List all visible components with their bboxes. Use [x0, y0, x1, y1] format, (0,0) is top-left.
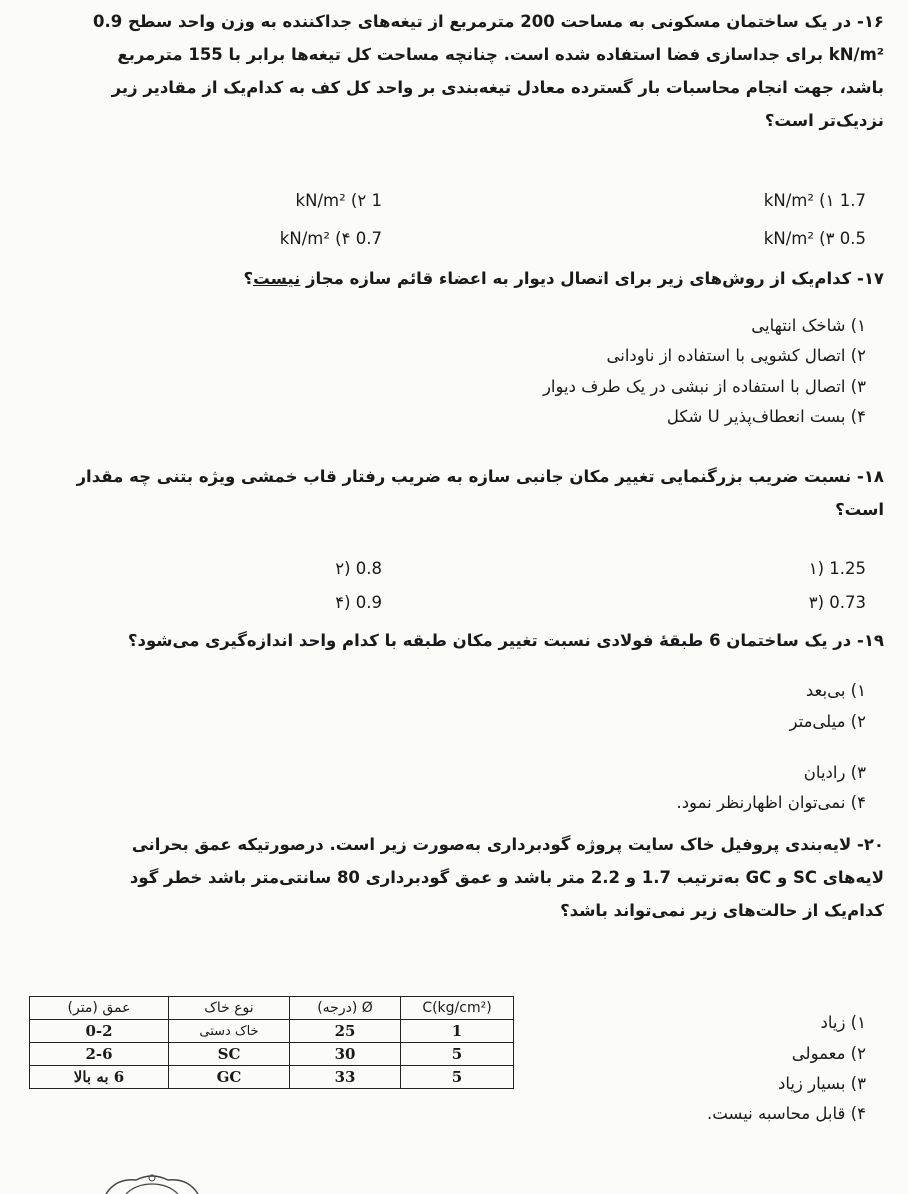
- logo-ornament-icon: [96, 1172, 208, 1194]
- table-cell: 0-2: [30, 1020, 169, 1043]
- question-17-qmark: ؟: [243, 269, 254, 288]
- question-16-line: kN/m² برای جداسازی فضا استفاده شده است. چنانچه مساحت کل تیغه‌ها برابر با 155 مترمربع: [117, 45, 884, 64]
- question-17-option-4[interactable]: ۴) بست انعطاف‌پذیر U شکل: [666, 407, 866, 426]
- question-20-line: کدام‌یک از حالت‌های زیر نمی‌تواند باشد؟: [560, 901, 884, 920]
- table-row: [30, 1066, 514, 1089]
- question-16-option-4[interactable]: 0.7 kN/m² (۴: [279, 229, 382, 248]
- table-header: عمق (متر): [30, 997, 169, 1020]
- question-17-emphasis: نیست: [253, 269, 301, 288]
- question-17: [24, 262, 884, 295]
- table-row: [30, 1020, 514, 1043]
- question-18-line: است؟: [835, 500, 884, 519]
- question-19-option-3[interactable]: ۳) رادیان: [803, 763, 866, 782]
- table-cell: 33: [290, 1066, 401, 1089]
- question-17-text: ۱۷- کدام‌یک از روش‌های زیر برای اتصال دیوار به اعضاء قائم سازه مجاز: [300, 269, 884, 288]
- table-cell: خاک دستی: [169, 1020, 290, 1043]
- question-18-line: ۱۸- نسبت ضریب بزرگنمایی تغییر مکان جانبی سازه به ضریب رفتار قاب خمشی ویژه بتنی چه مقدار: [76, 467, 884, 486]
- question-20-option-4[interactable]: ۴) قابل محاسبه نیست.: [707, 1104, 866, 1123]
- question-16-option-3[interactable]: 0.5 kN/m² (۳: [763, 229, 866, 248]
- question-19: [24, 624, 884, 657]
- question-17-option-1[interactable]: ۱) شاخک انتهایی: [751, 316, 866, 335]
- question-18-option-4[interactable]: 0.9 (۴: [335, 593, 382, 612]
- table-cell: 2-6: [30, 1043, 169, 1066]
- table-header-row: [30, 997, 514, 1020]
- table-cell: 5: [401, 1043, 514, 1066]
- table-header: C(kg/cm²): [401, 997, 514, 1020]
- table-cell: 25: [290, 1020, 401, 1043]
- table-cell: 6 به بالا: [30, 1066, 169, 1089]
- question-18-option-2[interactable]: 0.8 (۲: [335, 559, 382, 578]
- question-16-line: ۱۶- در یک ساختمان مسکونی به مساحت 200 مترمربع از تیغه‌های جداکننده به وزن واحد سطح 0.9: [93, 12, 884, 31]
- question-19-option-2[interactable]: ۲) میلی‌متر: [789, 712, 866, 731]
- question-19-option-4[interactable]: ۴) نمی‌توان اظهارنظر نمود.: [676, 793, 866, 812]
- question-20-option-3[interactable]: ۳) بسیار زیاد: [777, 1074, 866, 1093]
- question-18: [24, 460, 884, 526]
- table-header: Ø (درجه): [290, 997, 401, 1020]
- table-cell: 1: [401, 1020, 514, 1043]
- table-cell: GC: [169, 1066, 290, 1089]
- question-19-option-1[interactable]: ۱) بی‌بعد: [805, 681, 866, 700]
- question-16-line: باشد، جهت انجام محاسبات بار گسترده معادل تیغه‌بندی بر واحد کل کف به کدام‌یک از مقادیر زیر: [111, 78, 884, 97]
- question-17-option-2[interactable]: ۲) اتصال کشویی با استفاده از ناودانی: [606, 346, 866, 365]
- question-20-option-2[interactable]: ۲) معمولی: [791, 1044, 866, 1063]
- question-20-line: لایه‌های SC و GC به‌ترتیب 1.7 و 2.2 متر باشد و عمق گودبرداری 80 سانتی‌متر باشد خطر گود: [129, 868, 884, 887]
- question-16: [24, 5, 884, 137]
- question-16-option-1[interactable]: 1.7 kN/m² (۱: [763, 191, 866, 210]
- question-16-option-2[interactable]: 1 kN/m² (۲: [295, 191, 382, 210]
- table-row: [30, 1043, 514, 1066]
- question-17-option-3[interactable]: ۳) اتصال با استفاده از نبشی در یک طرف دیوار: [542, 377, 866, 396]
- question-20: [24, 828, 884, 927]
- soil-profile-table: [29, 996, 514, 1089]
- question-16-line: نزدیک‌تر است؟: [764, 111, 884, 130]
- question-18-option-3[interactable]: 0.73 (۳: [808, 593, 866, 612]
- table-cell: SC: [169, 1043, 290, 1066]
- question-20-line: ۲۰- لایه‌بندی پروفیل خاک سایت پروژه گودبرداری به‌صورت زیر است. درصورتیکه عمق بحرانی: [131, 835, 884, 854]
- question-18-option-1[interactable]: 1.25 (۱: [808, 559, 866, 578]
- question-20-option-1[interactable]: ۱) زیاد: [820, 1013, 866, 1032]
- table-cell: 5: [401, 1066, 514, 1089]
- table-cell: 30: [290, 1043, 401, 1066]
- question-19-text: ۱۹- در یک ساختمان 6 طبقهٔ فولادی نسبت تغییر مکان طبقه با کدام واحد اندازه‌گیری می‌شود؟: [127, 631, 884, 650]
- table-header: نوع خاک: [169, 997, 290, 1020]
